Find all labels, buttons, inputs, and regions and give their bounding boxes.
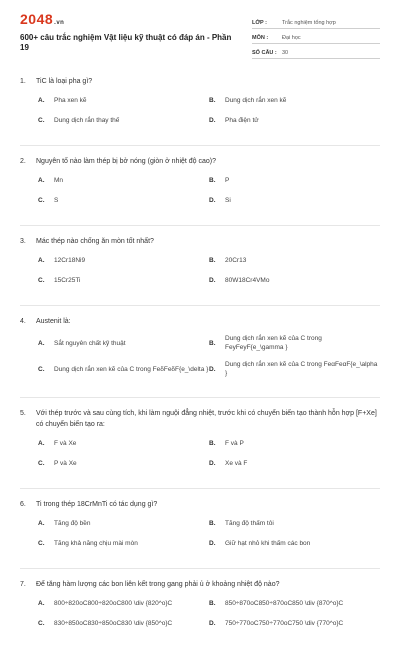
option-text: 800÷820oC800÷820oC800 \div {820^o}C — [54, 599, 173, 607]
option-letter: B. — [209, 599, 216, 607]
option-text: S — [54, 196, 59, 204]
question-text: Với thép trước và sau cùng tích, khi làm nguội đẳng nhiệt, trước khi có chuyển biến tạo thành hỗn hợp [F+Xe] có chuyển biến tạo ra: — [36, 410, 377, 428]
answer-option[interactable] — [38, 114, 209, 126]
option-text: Mn — [54, 176, 64, 184]
option-letter: A. — [38, 599, 45, 607]
option-letter: D. — [209, 116, 216, 124]
answer-options — [20, 517, 380, 557]
question-divider — [20, 305, 380, 306]
answer-option[interactable] — [38, 517, 209, 529]
question-item — [20, 316, 380, 386]
option-letter: A. — [38, 439, 45, 447]
answer-option[interactable] — [209, 437, 380, 449]
option-letter: D. — [209, 196, 216, 204]
option-letter: D. — [209, 619, 216, 627]
answer-option[interactable] — [209, 114, 380, 126]
question-item — [20, 76, 380, 134]
question-text: Nguyên tố nào làm thép bị bở nóng (giòn ở nhiệt độ cao)? — [36, 158, 217, 165]
answer-option[interactable] — [209, 94, 380, 106]
question-list — [20, 76, 380, 648]
answer-options — [20, 254, 380, 294]
answer-option[interactable] — [209, 360, 380, 378]
answer-option[interactable] — [209, 194, 380, 206]
option-letter: A. — [38, 176, 45, 184]
option-letter: C. — [38, 116, 45, 124]
option-letter: B. — [209, 96, 216, 104]
option-letter: C. — [38, 459, 45, 467]
option-text: P và Xe — [54, 459, 77, 467]
option-text: P — [225, 176, 230, 184]
option-text: Tăng khả năng chịu mài mòn — [54, 539, 138, 547]
option-letter: B. — [209, 339, 216, 347]
question-number: 4. — [20, 318, 26, 325]
option-letter: C. — [38, 539, 45, 547]
question-number: 7. — [20, 581, 26, 588]
site-logo[interactable] — [20, 11, 64, 27]
question-item — [20, 236, 380, 294]
answer-option[interactable] — [38, 194, 209, 206]
option-letter: D. — [209, 539, 216, 547]
option-letter: A. — [38, 519, 45, 527]
option-letter: C. — [38, 365, 45, 373]
option-text: Tăng độ thấm tôi — [225, 519, 274, 527]
question-item — [20, 408, 380, 477]
answer-option[interactable] — [209, 334, 380, 352]
logo-suffix: .vn — [54, 20, 65, 26]
answer-option[interactable] — [38, 274, 209, 286]
option-text: 80W18Cr4VMo — [225, 276, 270, 284]
question-text: Ti trong thép 18CrMnTi có tác dụng gì? — [36, 501, 158, 508]
page-title: 600+ câu trắc nghiệm Vật liệu kỹ thuật có đáp án - Phần 19 — [20, 33, 232, 52]
answer-options — [20, 94, 380, 134]
question-title — [20, 316, 380, 327]
answer-option[interactable] — [38, 437, 209, 449]
answer-option[interactable] — [38, 334, 209, 352]
option-letter: A. — [38, 96, 45, 104]
option-text: F và Xe — [54, 439, 77, 447]
question-title — [20, 236, 380, 247]
option-letter: D. — [209, 365, 216, 373]
answer-option[interactable] — [38, 360, 209, 378]
option-letter: D. — [209, 459, 216, 467]
page-header — [0, 0, 400, 62]
option-letter: B. — [209, 519, 216, 527]
answer-option[interactable] — [209, 254, 380, 266]
answer-option[interactable] — [209, 274, 380, 286]
answer-option[interactable] — [38, 597, 209, 609]
meta-label: SỐ CÂU : — [252, 50, 277, 56]
option-text: Dung dịch rắn xen kẽ của C trong FeαFeαF{e_\alpha } — [225, 361, 378, 377]
option-text: Pha điện tử — [225, 116, 259, 124]
question-number: 6. — [20, 501, 26, 508]
answer-option[interactable] — [38, 254, 209, 266]
question-item — [20, 156, 380, 214]
option-text: Pha xen kẽ — [54, 96, 87, 104]
answer-option[interactable] — [209, 174, 380, 186]
question-divider — [20, 225, 380, 226]
question-title — [20, 499, 380, 510]
option-text: Dung dịch rắn thay thế — [54, 116, 120, 124]
logo-text: 2048 — [20, 11, 54, 27]
option-letter: A. — [38, 339, 45, 347]
answer-options — [20, 334, 380, 386]
option-text: Dung dịch rắn xen kẽ của C trong FeδFeδF{e_\delta } — [54, 365, 209, 373]
question-number: 2. — [20, 158, 26, 165]
answer-option[interactable] — [209, 537, 380, 549]
meta-value: Trắc nghiệm tổng hợp — [282, 20, 336, 26]
question-divider — [20, 488, 380, 489]
option-letter: C. — [38, 619, 45, 627]
question-text: Mác thép nào chống ăn mòn tốt nhất? — [36, 238, 154, 245]
option-text: Si — [225, 196, 231, 204]
answer-option[interactable] — [38, 537, 209, 549]
option-text: Dung dịch rắn xen kẽ của C trong FeyFeyF{e_\gamma } — [225, 335, 322, 351]
option-letter: A. — [38, 256, 45, 264]
option-letter: B. — [209, 176, 216, 184]
option-text: 750÷770oC750÷770oC750 \div {770^o}C — [225, 619, 344, 627]
option-letter: B. — [209, 256, 216, 264]
answer-options — [20, 437, 380, 477]
meta-value: Đại học — [282, 35, 301, 41]
question-number: 5. — [20, 410, 26, 417]
question-text: TiC là loại pha gì? — [36, 78, 93, 85]
option-text: 15Cr25Ti — [54, 276, 81, 284]
option-letter: C. — [38, 196, 45, 204]
option-text: Dung dịch rắn xen kẽ — [225, 96, 287, 104]
meta-label: MÔN : — [252, 35, 269, 41]
question-divider — [20, 397, 380, 398]
option-letter: B. — [209, 439, 216, 447]
option-text: Sắt nguyên chất kỹ thuật — [54, 339, 126, 347]
answer-option[interactable] — [209, 517, 380, 529]
meta-label: LỚP : — [252, 20, 267, 26]
answer-option[interactable] — [209, 597, 380, 609]
meta-row-subject — [252, 29, 380, 44]
question-item — [20, 579, 380, 637]
question-title — [20, 156, 380, 167]
option-letter: D. — [209, 276, 216, 284]
question-number: 3. — [20, 238, 26, 245]
option-text: 830÷850oC830÷850oC830 \div {850^o}C — [54, 619, 173, 627]
question-title — [20, 579, 380, 590]
option-text: 850÷870oC850÷870oC850 \div {870^o}C — [225, 599, 344, 607]
question-number: 1. — [20, 78, 26, 85]
answer-options — [20, 174, 380, 214]
question-divider — [20, 145, 380, 146]
meta-info — [252, 14, 380, 59]
question-title — [20, 408, 380, 430]
answer-option[interactable] — [38, 174, 209, 186]
answer-option[interactable] — [209, 457, 380, 469]
answer-option[interactable] — [38, 94, 209, 106]
question-text: Austenit là: — [36, 318, 71, 325]
question-divider — [20, 568, 380, 569]
answer-option[interactable] — [209, 617, 380, 629]
answer-options — [20, 597, 380, 637]
answer-option[interactable] — [38, 457, 209, 469]
answer-option[interactable] — [38, 617, 209, 629]
meta-row-count — [252, 44, 380, 59]
option-text: Giữ hạt nhỏ khi thấm các bon — [225, 539, 311, 547]
option-text: 20Cr13 — [225, 256, 247, 264]
option-text: 12Cr18Ni9 — [54, 256, 86, 264]
question-title — [20, 76, 380, 87]
option-letter: C. — [38, 276, 45, 284]
option-text: F và P — [225, 439, 244, 447]
meta-value: 30 — [282, 50, 289, 56]
option-text: Xe và F — [225, 459, 248, 467]
meta-row-class — [252, 14, 380, 29]
option-text: Tăng độ bền — [54, 519, 91, 527]
question-item — [20, 499, 380, 557]
question-text: Để tăng hàm lượng các bon liên kết trong gang phải ủ ở khoảng nhiệt độ nào? — [36, 581, 280, 588]
